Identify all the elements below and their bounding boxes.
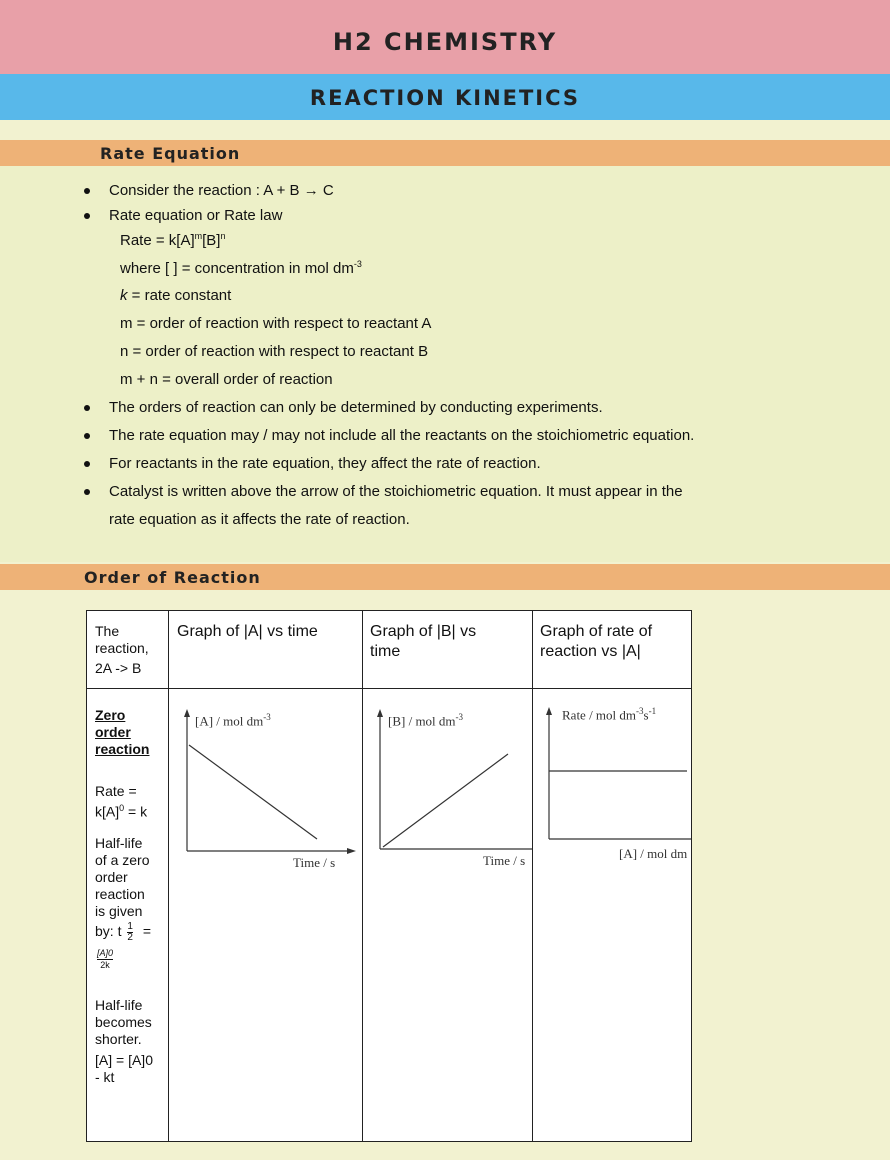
graph3-x-label: [A] / mol dm — [619, 846, 688, 861]
zero-rate-expr — [95, 783, 147, 821]
graph3-y-label — [562, 706, 656, 723]
zero-order-line: Zero — [95, 707, 126, 723]
k-def — [120, 287, 231, 304]
g3-ylabel-text: Rate / mol dm — [562, 707, 637, 723]
order-of-reaction-heading: Order of Reaction — [84, 568, 261, 587]
rate-m: m — [194, 231, 203, 241]
increasing-line — [383, 754, 508, 847]
decreasing-line — [189, 745, 317, 839]
subtitle-banner — [0, 74, 890, 120]
rate-n: n — [220, 231, 226, 241]
graph1-x-label: Time / s — [293, 855, 336, 870]
zero-order-title — [95, 707, 149, 758]
rate-equation-heading: Rate Equation — [100, 144, 241, 163]
n-def: n = order of reaction with respect to reactant B — [120, 343, 429, 360]
rate-eq: = k — [124, 803, 148, 820]
col2-header-line: time — [370, 643, 401, 660]
y-axis-arrow-icon — [184, 709, 190, 717]
integrated-line: [A] = [A]0 — [95, 1052, 153, 1068]
half-life-line: Half-life — [95, 835, 143, 851]
half-life-formula — [95, 922, 151, 944]
rate-equation-bar — [0, 140, 890, 166]
col0-header — [95, 623, 149, 677]
half-fraction — [127, 922, 133, 943]
k-symbol: k — [120, 287, 128, 304]
col0-header-line: reaction, — [95, 640, 149, 656]
half-life-def — [95, 835, 149, 920]
overall-order: m + n = overall order of reaction — [120, 371, 333, 388]
concentration-def — [120, 259, 362, 277]
order-table — [86, 610, 692, 1142]
frac2-den: 2k — [100, 960, 110, 970]
bullet-icon — [84, 433, 90, 439]
col1-header: Graph of |A| vs time — [177, 623, 318, 640]
bullet-icon — [84, 188, 90, 194]
col3-header — [540, 622, 652, 662]
half-life-t: by: t — [95, 923, 122, 940]
half-life-fraction — [97, 948, 113, 971]
col0-header-line: 2A -> B — [95, 660, 142, 676]
graph2-y-label — [388, 712, 463, 729]
bullet-icon — [84, 405, 90, 411]
integrated-rate-law — [95, 1052, 153, 1086]
col2-header-line: Graph of |B| vs — [370, 623, 477, 640]
frac-den: 2 — [127, 932, 133, 943]
frac-num: 1 — [127, 921, 133, 932]
g2-ylabel-text: [B] / mol dm — [388, 713, 456, 729]
bullet-icon — [84, 461, 90, 467]
col3-header-line: Graph of rate of — [540, 623, 653, 640]
conc-exp: -3 — [353, 259, 362, 269]
reaction-text: Consider the reaction : A + B → C — [109, 182, 334, 199]
half-life-shorter — [95, 997, 152, 1048]
zero-order-line: order — [95, 724, 131, 740]
rate-equation-content — [0, 166, 890, 562]
reactants-affect: For reactants in the rate equation, they affect the rate of reaction. — [109, 455, 541, 472]
integrated-line: - kt — [95, 1069, 115, 1085]
order-of-reaction-bar — [0, 564, 890, 590]
conc-prefix: where [ ] = concentration in mol dm — [120, 260, 354, 277]
half-life-line: order — [95, 869, 128, 885]
rate-prefix: Rate = k[A] — [120, 232, 195, 249]
g3-ylabel-exp2: -1 — [648, 706, 657, 716]
rate-mid: [B] — [202, 232, 221, 249]
half-life-line: of a zero — [95, 852, 150, 868]
page-subtitle: REACTION KINETICS — [309, 86, 581, 110]
rate-expression — [120, 231, 225, 249]
col2-header — [370, 622, 476, 662]
graph3-x-label-clip — [619, 846, 690, 862]
graph1-y-label — [195, 712, 271, 729]
bullet-icon — [84, 489, 90, 495]
title-banner — [0, 0, 890, 74]
g1-ylabel-text: [A] / mol dm — [195, 713, 264, 729]
frac2-num: [A]0 — [97, 948, 114, 958]
half-life-equals: = — [142, 923, 151, 940]
rate-k: k[A] — [95, 803, 120, 820]
half-life-line: reaction — [95, 886, 145, 902]
graph2-x-label: Time / s — [483, 853, 526, 868]
half-life-line: is given — [95, 903, 143, 919]
graph2-x-label-clip — [483, 853, 531, 869]
m-def: m = order of reaction with respect to reactant A — [120, 315, 432, 332]
rate-eq-reactants: The rate equation may / may not include all the reactants on the stoichiometric equation. — [109, 427, 695, 444]
catalyst-line-2: rate equation as it affects the rate of reaction. — [109, 511, 410, 528]
g2-ylabel-exp: -3 — [455, 712, 464, 722]
shorter-line: shorter. — [95, 1031, 142, 1047]
rate-law-text: Rate equation or Rate law — [109, 207, 283, 224]
rate-exp: 0 — [119, 803, 125, 813]
g3-ylabel-exp: -3 — [636, 706, 644, 716]
y-axis-arrow-icon — [546, 707, 552, 715]
page-title: H2 CHEMISTRY — [332, 28, 558, 56]
g3-ylabel-s: s — [643, 707, 649, 723]
shorter-line: becomes — [95, 1014, 152, 1030]
x-axis-arrow-icon — [347, 848, 356, 854]
g1-ylabel-exp: -3 — [263, 712, 271, 722]
y-axis-arrow-icon — [377, 709, 383, 717]
bullet-icon — [84, 213, 90, 219]
shorter-line: Half-life — [95, 997, 143, 1013]
col3-header-line: reaction vs |A| — [540, 643, 641, 660]
catalyst-line-1: Catalyst is written above the arrow of the stoichiometric equation. It must appear in the — [109, 483, 683, 500]
orders-experiment: The orders of reaction can only be determined by conducting experiments. — [109, 399, 603, 416]
zero-order-line: reaction — [95, 741, 150, 757]
col0-header-line: The — [95, 623, 120, 639]
rate-line: Rate = — [95, 783, 137, 799]
k-def-text: = rate constant — [127, 287, 232, 304]
